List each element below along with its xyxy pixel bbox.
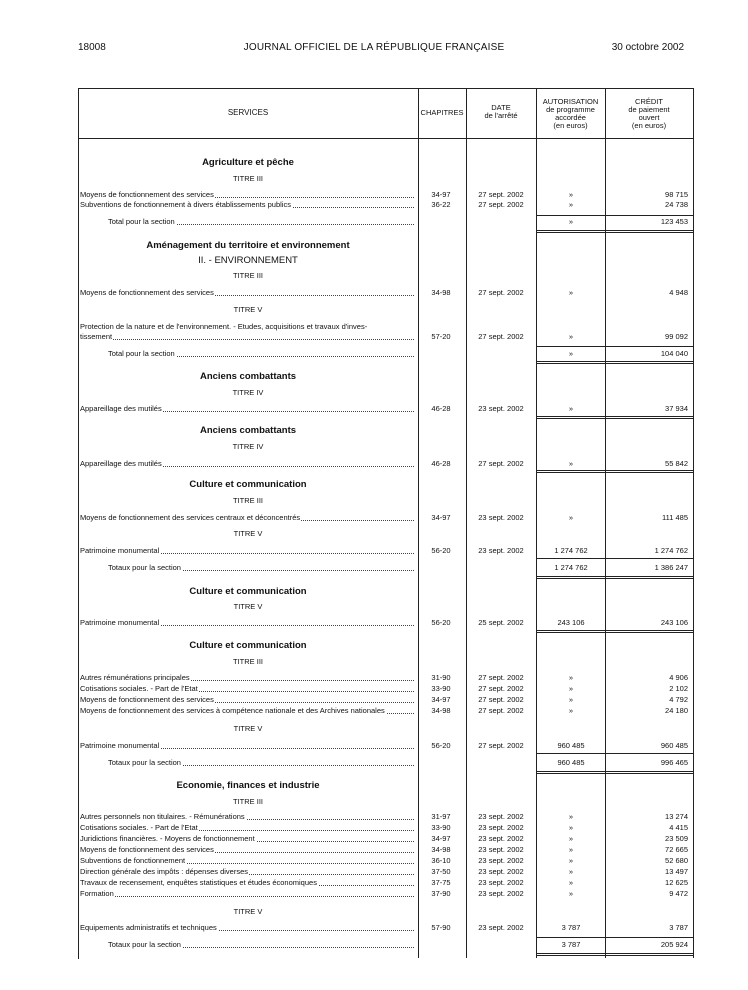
total-rule	[537, 753, 605, 754]
date-cell: 23 sept. 2002	[478, 513, 524, 522]
table-row	[0, 834, 748, 844]
autorisation-cell: »	[568, 889, 574, 898]
date-cell: 23 sept. 2002	[478, 834, 524, 843]
credit-cell: 9 472	[669, 889, 688, 898]
total-double-rule	[606, 953, 693, 956]
table-row	[0, 459, 748, 469]
chapitre-cell: 56-20	[431, 546, 451, 555]
chapitre-cell: 31-97	[431, 812, 451, 821]
credit-cell: 3 787	[669, 923, 688, 932]
total-double-rule	[606, 576, 693, 579]
section-title: Culture et communication	[189, 640, 307, 651]
date-cell: 27 sept. 2002	[478, 288, 524, 297]
table-row	[0, 332, 748, 342]
date-cell: 25 sept. 2002	[478, 618, 524, 627]
table-row	[0, 513, 748, 523]
titre-heading: TITRE III	[233, 271, 263, 280]
col-header-services: SERVICES	[227, 108, 269, 117]
section-title: Economie, finances et industrie	[176, 780, 320, 791]
total-double-rule	[606, 470, 693, 473]
titre-heading: TITRE IV	[232, 442, 264, 451]
table-row	[0, 563, 748, 573]
service-label: Moyens de fonctionnement des services	[80, 695, 214, 704]
service-label: Travaux de recensement, enquêtes statistiques et études économiques	[80, 878, 317, 887]
date-cell: 23 sept. 2002	[478, 812, 524, 821]
date-cell: 23 sept. 2002	[478, 923, 524, 932]
credit-cell: 960 485	[660, 741, 688, 750]
service-label: Juridictions financières. - Moyens de fonctionnement	[80, 834, 255, 843]
table-row	[0, 200, 748, 210]
service-label: Patrimoine monumental	[80, 546, 160, 555]
autorisation-cell: »	[568, 834, 574, 843]
credit-cell: 24 738	[665, 200, 688, 209]
date-cell: 27 sept. 2002	[478, 695, 524, 704]
chapitre-cell: 34-97	[431, 834, 451, 843]
autorisation-cell: »	[568, 856, 574, 865]
autorisation-cell: »	[568, 349, 574, 358]
section-title: Anciens combattants	[199, 425, 297, 436]
date-cell: 27 sept. 2002	[478, 673, 524, 682]
chapitre-cell: 31-90	[431, 673, 451, 682]
total-double-rule	[537, 416, 605, 419]
chapitre-cell: 34-97	[431, 513, 451, 522]
date-cell: 23 sept. 2002	[478, 546, 524, 555]
table-row	[0, 190, 748, 200]
col-header-autorisation: AUTORISATION de programme accordée (en euros)	[542, 97, 599, 130]
section-subtitle: II. - ENVIRONNEMENT	[198, 255, 298, 266]
autorisation-cell: »	[568, 823, 574, 832]
chapitre-cell: 37-75	[431, 878, 451, 887]
service-label: Equipements administratifs et techniques	[80, 923, 217, 932]
service-label: Appareillage des mutilés	[80, 459, 162, 468]
col-header-credit: CRÉDIT de paiement ouvert (en euros)	[628, 97, 670, 130]
titre-heading: TITRE III	[233, 174, 263, 183]
total-double-rule	[537, 470, 605, 473]
table-row	[0, 923, 748, 933]
credit-cell: 2 102	[669, 684, 688, 693]
issue-date: 30 octobre 2002	[611, 42, 684, 53]
date-cell: 27 sept. 2002	[478, 190, 524, 199]
table-row	[0, 217, 748, 227]
header-rule	[78, 138, 694, 139]
date-cell: 23 sept. 2002	[478, 404, 524, 413]
chapitre-cell: 33-90	[431, 684, 451, 693]
service-label: Moyens de fonctionnement des services à compétence nationale et des Archives nationales	[80, 706, 385, 715]
chapitre-cell: 37-90	[431, 889, 451, 898]
table-row	[0, 867, 748, 877]
autorisation-cell: »	[568, 217, 574, 226]
titre-heading: TITRE V	[233, 602, 263, 611]
chapitre-cell: 37-50	[431, 867, 451, 876]
table-row	[0, 288, 748, 298]
date-cell: 23 sept. 2002	[478, 823, 524, 832]
autorisation-cell: 3 787	[561, 940, 581, 949]
total-rule	[606, 558, 693, 559]
total-rule	[606, 215, 693, 216]
section-title: Agriculture et pêche	[202, 157, 294, 168]
service-label: Appareillage des mutilés	[80, 404, 162, 413]
credit-cell: 104 040	[660, 349, 688, 358]
total-rule	[606, 346, 693, 347]
service-label: Cotisations sociales. - Part de l'Etat	[80, 823, 198, 832]
autorisation-cell: 1 274 762	[554, 546, 588, 555]
autorisation-cell: »	[568, 200, 574, 209]
table-row	[0, 812, 748, 822]
table-row	[0, 546, 748, 556]
table-row	[0, 741, 748, 751]
autorisation-cell: »	[568, 695, 574, 704]
credit-cell: 13 274	[665, 812, 688, 821]
total-rule	[606, 937, 693, 938]
credit-cell: 123 453	[660, 217, 688, 226]
autorisation-cell: »	[568, 190, 574, 199]
table-row	[0, 684, 748, 694]
credit-cell: 996 465	[660, 758, 688, 767]
titre-heading: TITRE V	[233, 529, 263, 538]
total-double-rule	[606, 630, 693, 633]
total-double-rule	[606, 416, 693, 419]
table-row	[0, 758, 748, 768]
service-label: Moyens de fonctionnement des services	[80, 845, 214, 854]
credit-cell: 99 092	[665, 332, 688, 341]
total-double-rule	[606, 361, 693, 364]
date-cell: 23 sept. 2002	[478, 856, 524, 865]
credit-cell: 72 665	[665, 845, 688, 854]
total-double-rule	[606, 230, 693, 233]
autorisation-cell: »	[568, 288, 574, 297]
service-label: Moyens de fonctionnement des services centraux et déconcentrés	[80, 513, 301, 522]
table-row	[0, 673, 748, 683]
date-cell: 27 sept. 2002	[478, 684, 524, 693]
col-header-date: DATE de l'arrêté	[484, 103, 518, 120]
total-double-rule	[537, 630, 605, 633]
chapitre-cell: 36-22	[431, 200, 451, 209]
credit-cell: 1 274 762	[654, 546, 688, 555]
chapitre-cell: 34-98	[431, 706, 451, 715]
chapitre-cell: 46-28	[431, 459, 451, 468]
titre-heading: TITRE III	[233, 797, 263, 806]
service-label: Moyens de fonctionnement des services	[80, 288, 214, 297]
date-cell: 27 sept. 2002	[478, 706, 524, 715]
total-double-rule	[537, 361, 605, 364]
service-label: Formation	[80, 889, 114, 898]
autorisation-cell: »	[568, 878, 574, 887]
credit-cell: 4 415	[669, 823, 688, 832]
date-cell: 27 sept. 2002	[478, 741, 524, 750]
date-cell: 23 sept. 2002	[478, 867, 524, 876]
journal-title: JOURNAL OFFICIEL DE LA RÉPUBLIQUE FRANÇAISE	[243, 42, 505, 53]
table-row	[0, 889, 748, 899]
titre-heading: TITRE V	[233, 305, 263, 314]
autorisation-cell: »	[568, 513, 574, 522]
titre-heading: TITRE III	[233, 496, 263, 505]
autorisation-cell: 960 485	[557, 758, 585, 767]
credit-cell: 1 386 247	[654, 563, 688, 572]
service-label: Subventions de fonctionnement à divers établissements publics	[80, 200, 291, 209]
credit-cell: 243 106	[660, 618, 688, 627]
credit-cell: 23 509	[665, 834, 688, 843]
table-row	[0, 706, 748, 716]
service-label: Protection de la nature et de l'environnement. - Etudes, acquisitions et travaux d'inves-	[80, 322, 368, 331]
autorisation-cell: »	[568, 706, 574, 715]
chapitre-cell: 57-90	[431, 923, 451, 932]
table-row	[0, 349, 748, 359]
date-cell: 23 sept. 2002	[478, 889, 524, 898]
autorisation-cell: »	[568, 332, 574, 341]
service-label: Total pour la section	[108, 349, 175, 358]
service-label: tissement	[80, 332, 113, 341]
total-double-rule	[606, 771, 693, 774]
credit-cell: 4 906	[669, 673, 688, 682]
credit-cell: 98 715	[665, 190, 688, 199]
service-label: Subventions de fonctionnement	[80, 856, 186, 865]
chapitre-cell: 56-20	[431, 741, 451, 750]
credit-cell: 13 497	[665, 867, 688, 876]
table-row	[0, 878, 748, 888]
service-label: Totaux pour la section	[108, 563, 181, 572]
date-cell: 27 sept. 2002	[478, 332, 524, 341]
table-row	[0, 856, 748, 866]
table-row	[0, 940, 748, 950]
total-rule	[606, 753, 693, 754]
credit-cell: 4 792	[669, 695, 688, 704]
autorisation-cell: »	[568, 812, 574, 821]
table-row	[0, 845, 748, 855]
autorisation-cell: »	[568, 404, 574, 413]
total-rule	[537, 558, 605, 559]
credit-cell: 37 934	[665, 404, 688, 413]
credit-cell: 52 680	[665, 856, 688, 865]
section-title: Aménagement du territoire et environnement	[146, 240, 350, 251]
chapitre-cell: 36-10	[431, 856, 451, 865]
titre-heading: TITRE V	[233, 724, 263, 733]
autorisation-cell: »	[568, 867, 574, 876]
total-double-rule	[537, 230, 605, 233]
chapitre-cell: 34-98	[431, 288, 451, 297]
credit-cell: 24 180	[665, 706, 688, 715]
table-row	[0, 404, 748, 414]
autorisation-cell: »	[568, 684, 574, 693]
date-cell: 23 sept. 2002	[478, 845, 524, 854]
autorisation-cell: »	[568, 673, 574, 682]
autorisation-cell: 243 106	[557, 618, 585, 627]
service-label: Totaux pour la section	[108, 940, 181, 949]
total-double-rule	[537, 953, 605, 956]
page-number: 18008	[78, 42, 106, 53]
service-label: Total pour la section	[108, 217, 175, 226]
autorisation-cell: »	[568, 845, 574, 854]
chapitre-cell: 33-90	[431, 823, 451, 832]
total-double-rule	[537, 576, 605, 579]
credit-cell: 4 948	[669, 288, 688, 297]
section-title: Culture et communication	[189, 586, 307, 597]
chapitre-cell: 34-98	[431, 845, 451, 854]
titre-heading: TITRE V	[233, 907, 263, 916]
chapitre-cell: 46-28	[431, 404, 451, 413]
date-cell: 23 sept. 2002	[478, 878, 524, 887]
date-cell: 27 sept. 2002	[478, 200, 524, 209]
autorisation-cell: 960 485	[557, 741, 585, 750]
chapitre-cell: 34-97	[431, 695, 451, 704]
total-double-rule	[537, 771, 605, 774]
service-label: Autres rémunérations principales	[80, 673, 190, 682]
credit-cell: 55 842	[665, 459, 688, 468]
service-label: Moyens de fonctionnement des services	[80, 190, 214, 199]
table-row	[0, 823, 748, 833]
credit-cell: 111 485	[662, 513, 688, 522]
service-label: Patrimoine monumental	[80, 741, 160, 750]
table-row	[0, 618, 748, 628]
autorisation-cell: 1 274 762	[554, 563, 588, 572]
total-rule	[537, 215, 605, 216]
titre-heading: TITRE IV	[232, 388, 264, 397]
total-rule	[537, 346, 605, 347]
section-title: Anciens combattants	[199, 371, 297, 382]
autorisation-cell: »	[568, 459, 574, 468]
chapitre-cell: 56-20	[431, 618, 451, 627]
table-row	[0, 322, 748, 332]
autorisation-cell: 3 787	[561, 923, 581, 932]
service-label: Totaux pour la section	[108, 758, 181, 767]
table-row	[0, 695, 748, 705]
chapitre-cell: 34-97	[431, 190, 451, 199]
service-label: Cotisations sociales. - Part de l'Etat	[80, 684, 198, 693]
service-label: Patrimoine monumental	[80, 618, 160, 627]
titre-heading: TITRE III	[233, 657, 263, 666]
service-label: Autres personnels non titulaires. - Rémunérations	[80, 812, 245, 821]
col-header-chapitres: CHAPITRES	[420, 108, 464, 117]
section-title: Culture et communication	[189, 479, 307, 490]
date-cell: 27 sept. 2002	[478, 459, 524, 468]
total-rule	[537, 937, 605, 938]
service-label: Direction générale des impôts : dépenses diverses	[80, 867, 249, 876]
credit-cell: 205 924	[660, 940, 688, 949]
chapitre-cell: 57-20	[431, 332, 451, 341]
credit-cell: 12 625	[665, 878, 688, 887]
